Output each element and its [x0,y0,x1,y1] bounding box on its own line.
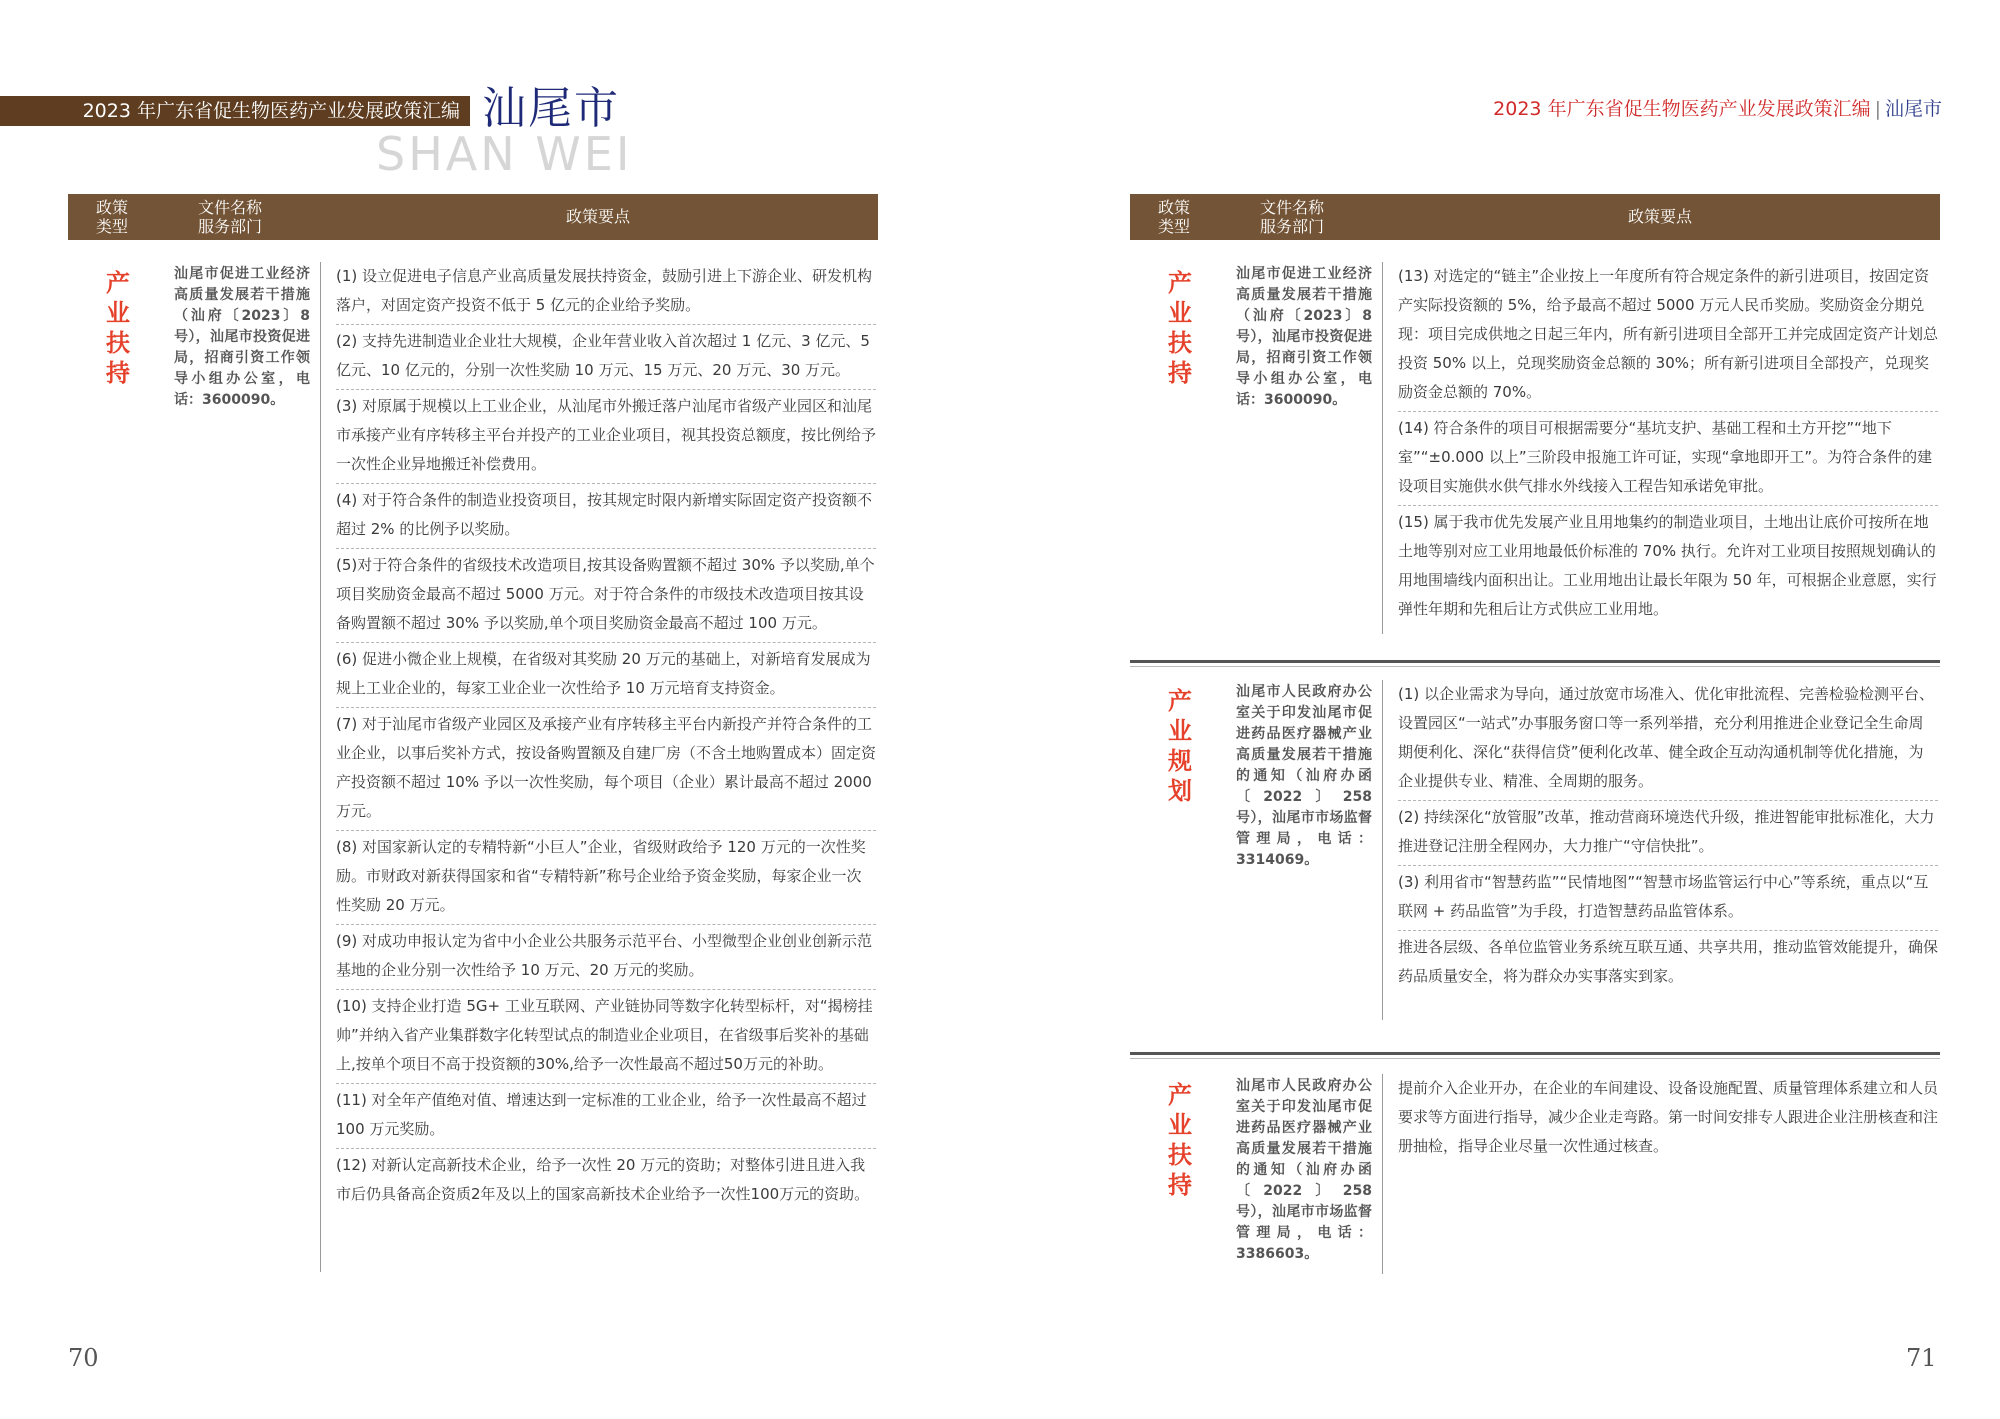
header-title: 2023 年广东省促生物医药产业发展政策汇编 [0,96,470,126]
policy-type-label: 产 业 扶 持 [1168,1081,1192,1199]
policy-item: (6) 促进小微企业上规模，在省级对其奖励 20 万元的基础上，对新培育发展成为规上工业企业的，每家工业企业一次性给予 10 万元培育支持资金。 [336,643,876,708]
policy-item: (7) 对于汕尾市省级产业园区及承接产业有序转移主平台内新投产并符合条件的工业企业，以事后奖补方式，按设备购置额及自建厂房（不含土地购置成本）固定资产投资额不超过 10% 予以一次性奖励，每个项目（企业）累计最高不超过 2000 万元。 [336,708,876,831]
section-divider-thin [1130,1058,1940,1059]
policy-item: (2) 支持先进制造业企业壮大规模，企业年营业收入首次超过 1 亿元、3 亿元、5 亿元、10 亿元的，分别一次性奖励 10 万元、15 万元、20 万元、30 万元。 [336,325,876,390]
header-pinyin: SHAN WEI [376,127,633,181]
policy-item: (14) 符合条件的项目可根据需要分“基坑支护、基础工程和土方开挖”“地下室”“±0.000 以上”三阶段申报施工许可证，实现“拿地即开工”。为符合条件的建设项目实施供水供气排水外线接入工程告知承诺免审批。 [1398,412,1938,506]
page-number: 71 [1906,1344,1937,1372]
policy-items-list [1398,678,1938,995]
dept-info: 汕尾市促进工业经济高质量发展若干措施（汕府〔2023〕8 号），汕尾市投资促进局，招商引资工作领导小组办公室，电话：3600090。 [1236,266,1372,408]
policy-item: (15) 属于我市优先发展产业且用地集约的制造业项目，土地出让底价可按所在地土地等别对应工业用地最低价标准的 70% 执行。允许对工业项目按照规划确认的用地围墙线内面积出让。工业用地出让最长年限为 50 年，可根据企业意愿，实行弹性年期和先租后让方式供应工业用地。 [1398,513,1937,618]
dept-info: 汕尾市人民政府办公室关于印发汕尾市促进药品医疗器械产业高质量发展若干措施的通知（汕府办函〔2022〕258 号），汕尾市市场监督管理局，电话：3314069。 [1236,684,1372,868]
header-city: 汕尾市 [1884,98,1942,120]
section-divider [1130,1052,1940,1055]
policy-type-label: 产 业 扶 持 [1168,269,1192,387]
header-title: 2023 年广东省促生物医药产业发展政策汇编 [1493,98,1871,120]
policy-items-list [1398,1072,1938,1165]
policy-item: (12) 对新认定高新技术企业，给予一次性 20 万元的资助；对整体引进且进入我市后仍具备高企资质2年及以上的国家高新技术企业给予一次性100万元的资助。 [336,1156,870,1203]
policy-item: (10) 支持企业打造 5G+ 工业互联网、产业链协同等数字化转型标杆，对“揭榜挂帅”并纳入省产业集群数字化转型试点的制造业企业项目，在省级事后奖补的基础上,按单个项目不高于投资额的30%,给予一次性最高不超过50万元的补助。 [336,990,876,1084]
policy-item: (13) 对选定的“链主”企业按上一年度所有符合规定条件的新引进项目，按固定资产实际投资额的 5%，给予最高不超过 5000 万元人民币奖励。奖励资金分期兑现：项目完成供地之日起三年内，所有新引进项目全部开工并完成固定资产计划总投资 50% 以上，兑现奖励资金总额的 30%；所有新引进项目全部投产，兑现奖励资金总额的 70%。 [1398,260,1938,412]
column-divider [1382,1074,1383,1274]
col-policy-type-header: 政策 类型 [95,198,128,236]
policy-item: (1) 以企业需求为导向，通过放宽市场准入、优化审批流程、完善检验检测平台、设置园区“一站式”办事服务窗口等一系列举措，充分利用推进企业登记全生命周期便利化、深化“获得信贷”便利化改革、健全政企互动沟通机制等优化措施，为企业提供专业、精准、全周期的服务。 [1398,678,1938,801]
policy-item: (4) 对于符合条件的制造业投资项目，按其规定时限内新增实际固定资产投资额不超过 2% 的比例予以奖励。 [336,484,876,549]
right-page [1000,0,2000,1419]
policy-item: (11) 对全年产值绝对值、增速达到一定标准的工业企业，给予一次性最高不超过 100 万元奖励。 [336,1084,876,1149]
policy-items-list [1398,260,1938,628]
col-file-name-header: 文件名称 服务部门 [198,198,263,236]
policy-item: (9) 对成功申报认定为省中小企业公共服务示范平台、小型微型企业创业创新示范基地的企业分别一次性给予 10 万元、20 万元的奖励。 [336,925,876,990]
page-number: 70 [68,1344,99,1372]
policy-item: 提前介入企业开办，在企业的车间建设、设备设施配置、质量管理体系建立和人员要求等方面进行指导，减少企业走弯路。第一时间安排专人跟进企业注册核查和注册抽检，指导企业尽量一次性通过核查。 [1398,1079,1939,1155]
column-divider [1382,262,1383,634]
column-divider [320,262,321,1272]
table-header [1130,194,1940,240]
col-policy-points-header: 政策要点 [565,207,630,226]
dept-info: 汕尾市人民政府办公室关于印发汕尾市促进药品医疗器械产业高质量发展若干措施的通知（汕府办函〔2022〕258 号），汕尾市市场监督管理局，电话：3386603。 [1236,1078,1372,1262]
policy-type-label: 产 业 扶 持 [106,269,130,387]
table-header [68,194,878,240]
policy-item: (2) 持续深化“放管服”改革，推动营商环境迭代升级，推进智能审批标准化，大力推进登记注册全程网办，大力推广“守信快批”。 [1398,801,1938,866]
header-city: 汕尾市 [482,83,620,134]
section-divider [1130,660,1940,663]
col-file-name-header: 文件名称 服务部门 [1260,198,1325,236]
policy-item: (8) 对国家新认定的专精特新“小巨人”企业，省级财政给予 120 万元的一次性奖励。市财政对新获得国家和省“专精特新”称号企业给予资金奖励，每家企业一次性奖励 20 万元。 [336,831,876,925]
dept-info: 汕尾市促进工业经济高质量发展若干措施（汕府〔2023〕8 号），汕尾市投资促进局，招商引资工作领导小组办公室，电话：3600090。 [174,266,310,408]
section-divider-thin [1130,666,1940,667]
header-right [1493,96,1942,122]
col-policy-points-header: 政策要点 [1627,207,1692,226]
policy-items-list [336,260,876,1213]
policy-item: (3) 对原属于规模以上工业企业，从汕尾市外搬迁落户汕尾市省级产业园区和汕尾市承接产业有序转移主平台并投产的工业企业项目，视其投资总额度，按比例给予一次性企业异地搬迁补偿费用。 [336,390,876,484]
policy-type-label: 产 业 规 划 [1168,687,1192,805]
column-divider [1382,680,1383,1020]
policy-item: (3) 利用省市“智慧药监”“民情地图”“智慧市场监管运行中心”等系统，重点以“互联网 + 药品监管”为手段，打造智慧药品监管体系。 [1398,866,1938,931]
policy-item: 推进各层级、各单位监管业务系统互联互通、共享共用，推动监管效能提升，确保药品质量安全，将为群众办实事落实到家。 [1398,938,1939,985]
header-separator: | [1874,98,1881,120]
col-policy-type-header: 政策 类型 [1157,198,1190,236]
policy-item: (1) 设立促进电子信息产业高质量发展扶持资金，鼓励引进上下游企业、研发机构落户，对固定资产投资不低于 5 亿元的企业给予奖励。 [336,260,876,325]
policy-item: (5)对于符合条件的省级技术改造项目,按其设备购置额不超过 30% 予以奖励,单个项目奖励资金最高不超过 5000 万元。对于符合条件的市级技术改造项目按其设备购置额不超过 30% 予以奖励,单个项目奖励资金最高不超过 100 万元。 [336,549,876,643]
